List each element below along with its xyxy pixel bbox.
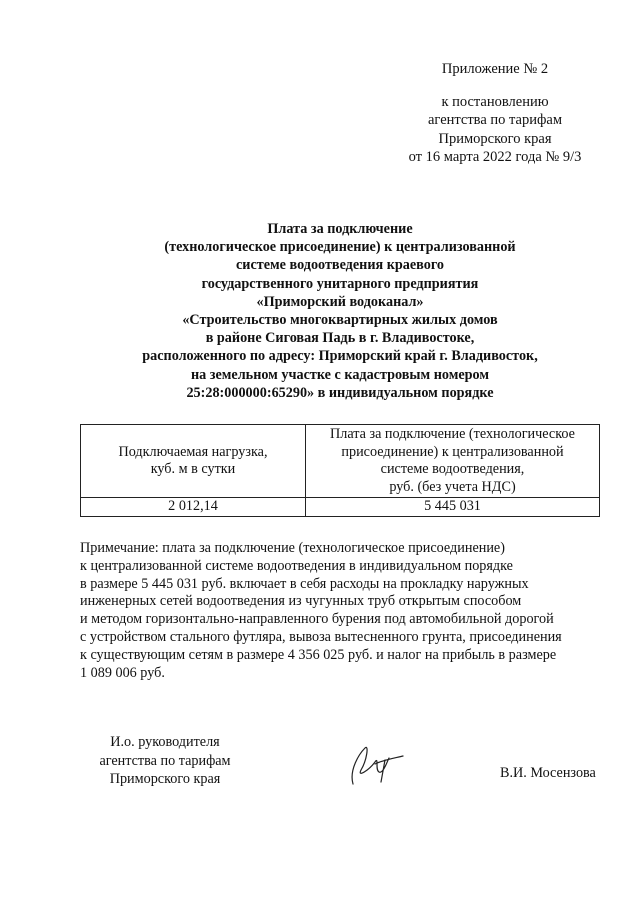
fee-table [80, 424, 600, 517]
appendix-ref-line: Приморского края [438, 130, 552, 147]
note-line: с устройством стального футляра, вывоза вытесненного грунта, присоединения [80, 628, 562, 645]
note-line: к существующим сетям в размере 4 356 025 руб. и налог на прибыль в размере [80, 646, 557, 663]
table-row [81, 498, 600, 517]
note-line: в размере 5 445 031 руб. включает в себя расходы на прокладку наружных [80, 575, 529, 592]
header-text: Плата за подключение (технологическое [330, 426, 575, 442]
note-line: Примечание: плата за подключение (технологическое присоединение) [80, 540, 505, 556]
title-line: (технологическое присоединение) к централизованной [164, 239, 516, 256]
title-line: расположенного по адресу: Приморский край г. Владивосток, [142, 348, 538, 365]
cell-fee: 5 445 031 [306, 498, 600, 517]
title-line: системе водоотведения краевого [235, 257, 445, 274]
title-line: государственного унитарного предприятия [201, 275, 479, 292]
title-line: Плата за подключение [267, 221, 413, 237]
note-line: 1 089 006 руб. [80, 664, 165, 681]
note-paragraph [80, 540, 600, 682]
header-text: присоединение) к централизованной [341, 443, 564, 460]
position-line: агентства по тарифам [99, 752, 231, 769]
table-header-row [81, 425, 600, 498]
signer-name: В.И. Мосензова [500, 765, 596, 781]
title-line: «Строительство многоквартирных жилых домов [182, 312, 498, 329]
title-line: в районе Сиговая Падь в г. Владивостоке, [205, 330, 475, 347]
title-line: на земельном участке с кадастровым номером [190, 366, 490, 383]
appendix-header [390, 60, 600, 167]
header-text: Подключаемая нагрузка, [118, 443, 268, 460]
header-text: куб. м в сутки [150, 461, 236, 477]
title-line: «Приморский водоканал» [256, 293, 424, 310]
appendix-number: Приложение № 2 [441, 61, 549, 77]
position-line: Приморского края [109, 771, 221, 787]
header-text: системе водоотведения, [380, 461, 525, 477]
signer-position [80, 733, 250, 789]
cell-load: 2 012,14 [81, 498, 306, 517]
handwritten-signature [345, 740, 405, 790]
appendix-ref-line: агентства по тарифам [428, 112, 562, 128]
title-line: 25:28:000000:65290» в индивидуальном порядке [186, 384, 494, 401]
header-text: руб. (без учета НДС) [389, 478, 516, 495]
header-load [81, 425, 306, 498]
note-line: и методом горизонтально-направленного бурения под автомобильной дорогой [80, 611, 554, 628]
position-line: И.о. руководителя [110, 734, 220, 750]
appendix-date: от 16 марта 2022 года № 9/3 [408, 149, 582, 165]
note-line: инженерных сетей водоотведения из чугунных труб открытым способом [80, 593, 522, 610]
appendix-ref-line: к постановлению [441, 93, 549, 110]
document-title [80, 220, 600, 402]
header-fee [306, 425, 600, 498]
note-line: к централизованной системе водоотведения в индивидуальном порядке [80, 557, 513, 574]
